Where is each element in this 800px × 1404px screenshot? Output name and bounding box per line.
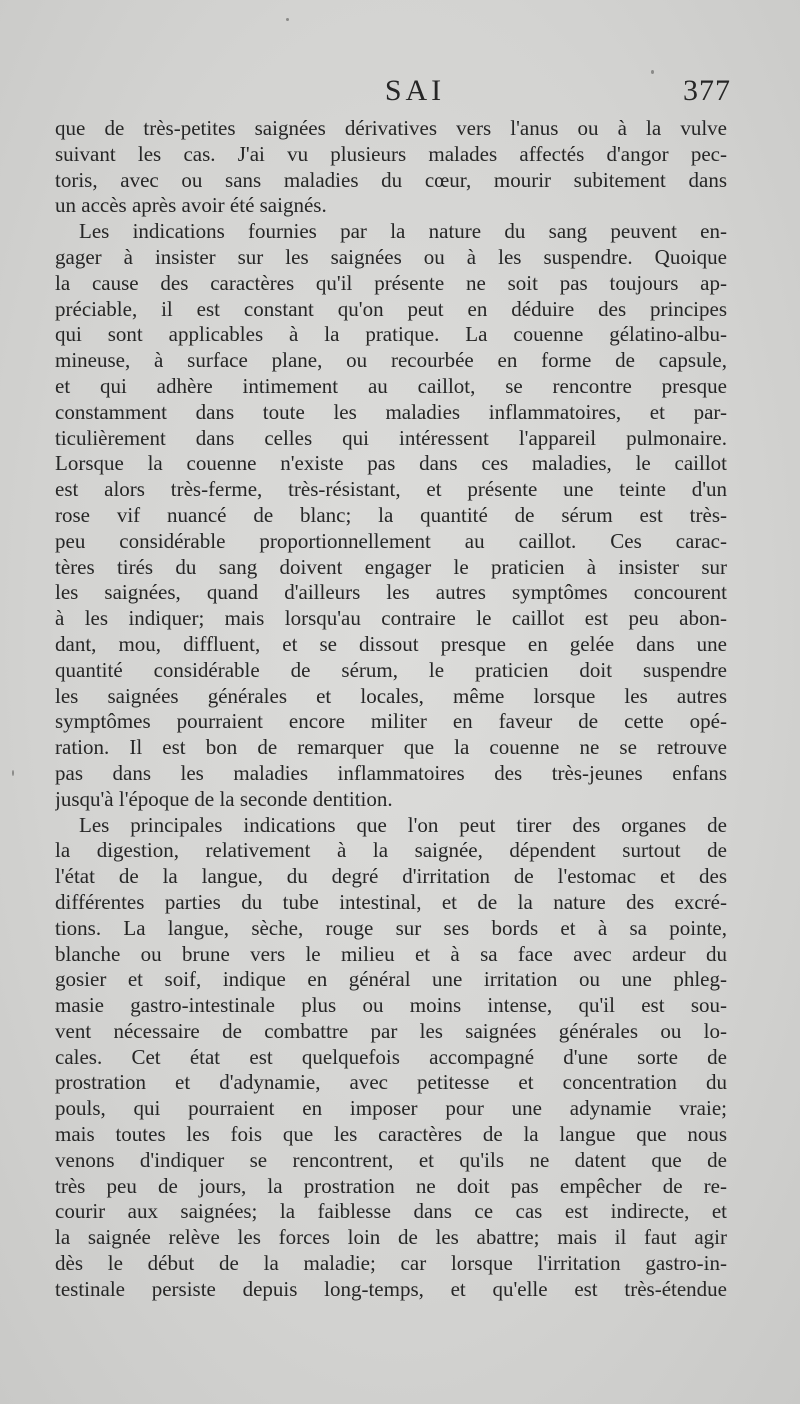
text-line: et qui adhère intimement au caillot, se rencontre presque <box>55 373 727 398</box>
text-line: mais toutes les fois que les caractères de la langue que nous <box>55 1122 727 1147</box>
text-line: quantité considérable de sérum, le praticien doit suspendre <box>55 657 727 682</box>
text-line: courir aux saignées; la faiblesse dans ce cas est indirecte, et <box>55 1199 727 1224</box>
page-number: 377 <box>683 74 731 107</box>
text-line: la cause des caractères qu'il présente ne soit pas toujours ap- <box>55 270 727 295</box>
text-line: masie gastro-intestinale plus ou moins intense, qu'il est sou- <box>55 993 727 1018</box>
text-line: tères tirés du sang doivent engager le praticien à insister sur <box>55 554 727 579</box>
text-line: dès le début de la maladie; car lorsque l'irritation gastro-in- <box>55 1251 727 1276</box>
text-line: très peu de jours, la prostration ne doit pas empêcher de re- <box>55 1173 727 1198</box>
text-line: tions. La langue, sèche, rouge sur ses bords et à sa pointe, <box>55 915 727 940</box>
text-line: gosier et soif, indique en général une irritation ou une phleg- <box>55 967 727 992</box>
text-line: prostration et d'adynamie, avec petitesse et concentration du <box>55 1070 727 1095</box>
text-line: cales. Cet état est quelquefois accompagné d'une sorte de <box>55 1044 727 1069</box>
text-line: la digestion, relativement à la saignée, dépendent surtout de <box>55 838 727 863</box>
text-line: dant, mou, diffluent, et se dissout presque en gelée dans une <box>55 631 727 656</box>
text-line: est alors très-ferme, très-résistant, et présente une teinte d'un <box>55 477 727 502</box>
text-line: gager à insister sur les saignées ou à les suspendre. Quoique <box>55 244 727 269</box>
text-line: peu considérable proportionnellement au caillot. Ces carac- <box>55 528 727 553</box>
text-line: les saignées générales et locales, même lorsque les autres <box>55 683 727 708</box>
text-line: pas dans les maladies inflammatoires des très-jeunes enfans <box>55 760 727 785</box>
text-line: les saignées, quand d'ailleurs les autres symptômes concourent <box>55 580 727 605</box>
text-line: toris, avec ou sans maladies du cœur, mourir subitement dans <box>55 167 727 192</box>
text-line: jusqu'à l'époque de la seconde dentition. <box>55 786 393 811</box>
text-line: vent nécessaire de combattre par les saignées générales ou lo- <box>55 1018 727 1043</box>
text-line: Les indications fournies par la nature du sang peuvent en- <box>79 219 727 244</box>
paper-speck <box>12 770 14 776</box>
text-line: venons d'indiquer se rencontrent, et qu'ils ne datent que de <box>55 1147 727 1172</box>
text-line: différentes parties du tube intestinal, et de la nature des excré- <box>55 889 727 914</box>
text-line: suivant les cas. J'ai vu plusieurs malades affectés d'angor pec- <box>55 141 727 166</box>
text-line: Lorsque la couenne n'existe pas dans ces maladies, le caillot <box>55 451 727 476</box>
text-line: que de très-petites saignées dérivatives vers l'anus ou à la vulve <box>55 116 727 140</box>
body-text <box>55 116 727 1303</box>
text-line: ration. Il est bon de remarquer que la couenne ne se retrouve <box>55 735 727 760</box>
text-line: mineuse, à surface plane, ou recourbée en forme de capsule, <box>55 348 727 373</box>
text-line: pouls, qui pourraient en imposer pour une adynamie vraie; <box>55 1096 727 1121</box>
paper-speck <box>286 18 289 21</box>
text-line: symptômes pourraient encore militer en faveur de cette opé- <box>55 709 727 734</box>
text-line: l'état de la langue, du degré d'irritation de l'estomac et des <box>55 864 727 889</box>
text-line: qui sont applicables à la pratique. La couenne gélatino-albu- <box>55 322 727 347</box>
text-line: préciable, il est constant qu'on peut en déduire des principes <box>55 296 727 321</box>
text-line: à les indiquer; mais lorsqu'au contraire le caillot est peu abon- <box>55 606 727 631</box>
text-line: Les principales indications que l'on peut tirer des organes de <box>79 812 727 837</box>
text-line: ticulièrement dans celles qui intéressent l'appareil pulmonaire. <box>55 425 727 450</box>
text-line: testinale persiste depuis long-temps, et qu'elle est très-étendue <box>55 1276 727 1301</box>
text-line: la saignée relève les forces loin de les abattre; mais il faut agir <box>55 1225 727 1250</box>
text-line: un accès après avoir été saignés. <box>55 193 327 218</box>
running-head: SAI <box>384 74 446 107</box>
text-line: rose vif nuancé de blanc; la quantité de sérum est très- <box>55 502 727 527</box>
page-header <box>55 74 731 114</box>
text-line: constamment dans toute les maladies inflammatoires, et par- <box>55 399 727 424</box>
text-line: blanche ou brune vers le milieu et à sa face avec ardeur du <box>55 941 727 966</box>
